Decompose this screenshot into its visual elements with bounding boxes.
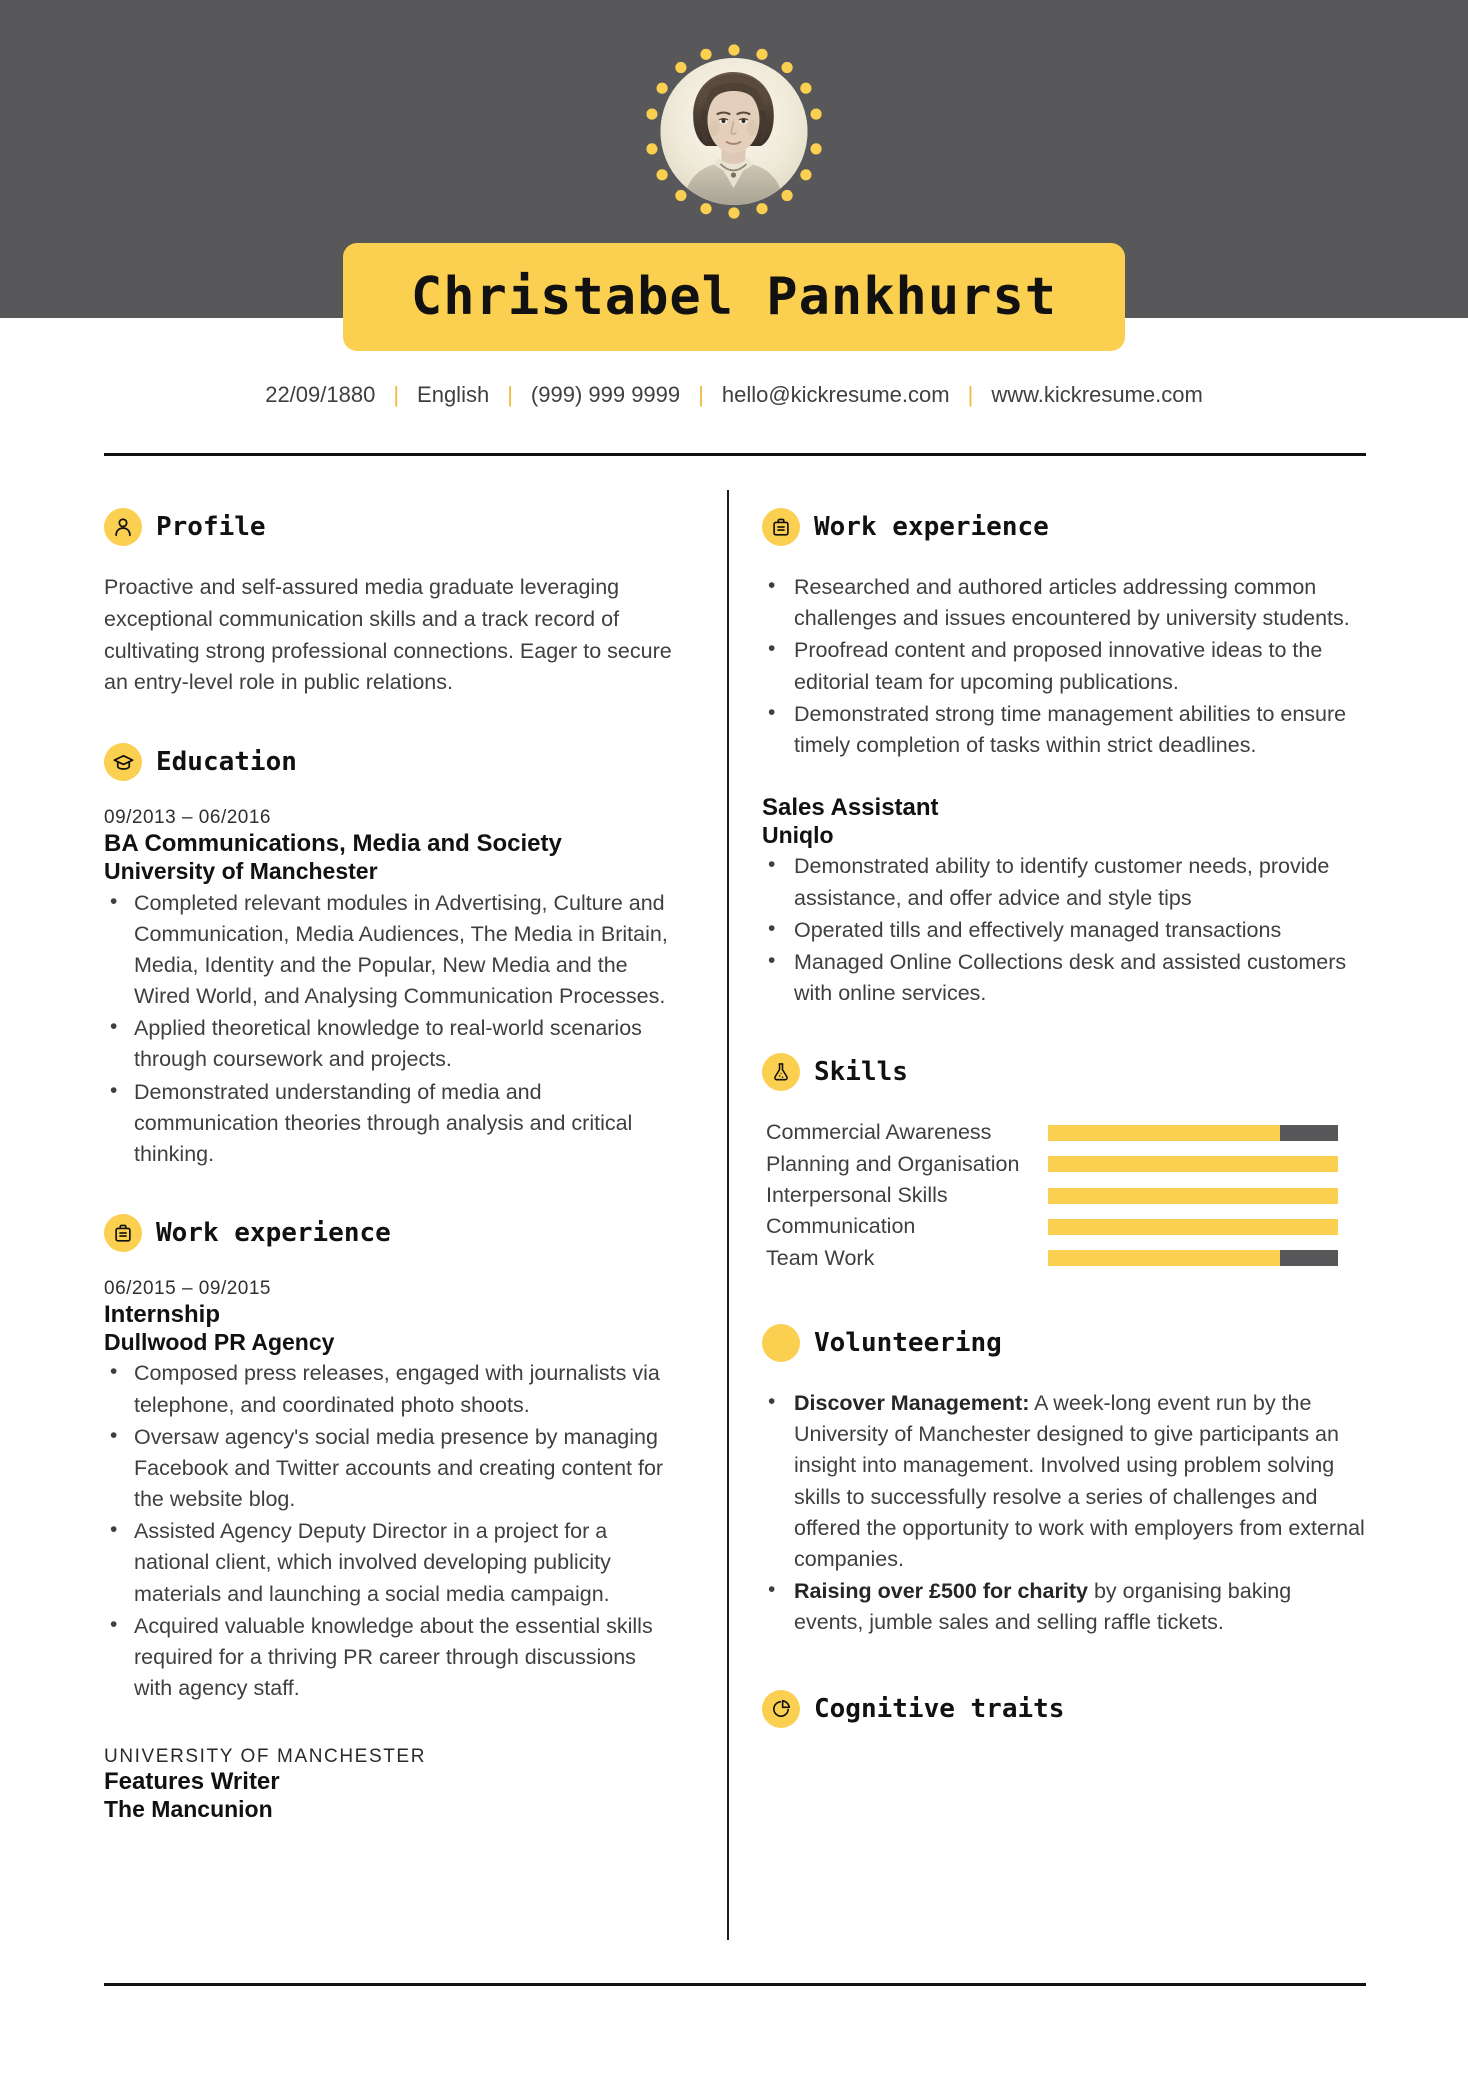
skill-row (766, 1243, 1366, 1274)
skill-bar-cell (1048, 1243, 1366, 1274)
skill-bar-cell (1048, 1149, 1366, 1180)
skill-bar-cell (1048, 1211, 1366, 1242)
work-entry (104, 1746, 674, 1822)
right-column (762, 508, 1366, 1772)
work-position: Sales Assistant (762, 794, 939, 822)
cognitive-traits-section-header (762, 1690, 1366, 1728)
volunteering-text: A week-long event run by the University of Manchester designed to give participants an insight into management. Involved using problem solving skills to successfully resolve a series of challenges and offered the opportunity to work with employers from external companies. (794, 1391, 1365, 1571)
skill-label: Team Work (766, 1245, 875, 1270)
avatar (647, 44, 822, 219)
skill-bar-cell (1048, 1180, 1366, 1211)
contact-separator: | (507, 382, 513, 407)
contact-website[interactable]: www.kickresume.com (991, 382, 1203, 407)
work-experience-section-title: Work experience (814, 512, 1049, 542)
skill-label: Planning and Organisation (766, 1151, 1020, 1176)
education-entry (104, 807, 674, 1170)
volunteering-lead: Raising over £500 for charity (794, 1579, 1088, 1604)
footer-divider-rule (104, 1983, 1366, 1986)
list-item: • Demonstrated ability to identify customer needs, provide assistance, and offer advice and style tips (762, 851, 1366, 913)
skill-bar-cell (1048, 1117, 1366, 1148)
volunteering-bullets (762, 1388, 1366, 1638)
skill-bar-fill (1048, 1188, 1338, 1204)
list-item: • Demonstrated strong time management abilities to ensure timely completion of tasks within strict deadlines. (762, 699, 1366, 761)
list-item: • Applied theoretical knowledge to real-world scenarios through coursework and projects. (104, 1013, 674, 1075)
list-item: • Acquired valuable knowledge about the essential skills required for a thriving PR career through discussions with agency staff. (104, 1611, 674, 1705)
work-bullets (104, 1358, 674, 1704)
skill-label: Interpersonal Skills (766, 1182, 948, 1207)
list-item: • Operated tills and effectively managed transactions (762, 915, 1366, 946)
section-education (104, 743, 674, 1170)
section-cognitive-traits (762, 1690, 1366, 1728)
list-item: • Managed Online Collections desk and assisted customers with online services. (762, 947, 1366, 1009)
work-entry (762, 795, 1366, 1009)
header-divider-rule (104, 453, 1366, 456)
skills-section-header (762, 1053, 1366, 1091)
section-work-experience-right (762, 508, 1366, 1009)
name-banner (343, 243, 1125, 351)
section-skills (762, 1053, 1366, 1274)
skills-list (762, 1117, 1366, 1274)
work-position: Features Writer (104, 1768, 280, 1796)
list-item (762, 1576, 1366, 1638)
work-experience-section-header (104, 1214, 674, 1252)
work-company: The Mancunion (104, 1796, 273, 1823)
work-university: UNIVERSITY OF MANCHESTER (104, 1746, 427, 1768)
list-item: • Oversaw agency's social media presence by managing Facebook and Twitter accounts and creating content for the website blog. (104, 1422, 674, 1516)
section-volunteering (762, 1324, 1366, 1638)
education-degree: BA Communications, Media and Society (104, 830, 562, 858)
contact-separator: | (393, 382, 400, 407)
skill-bar-fill (1048, 1219, 1338, 1235)
contact-email[interactable]: hello@kickresume.com (721, 382, 950, 407)
column-divider (727, 490, 729, 1940)
list-item: • Completed relevant modules in Advertising, Culture and Communication, Media Audiences, The Media in Britain, Media, Identity and the Popular, New Media and the Wired World, and Analysing Communication Processes. (104, 888, 674, 1013)
volunteering-section-title: Volunteering (814, 1328, 1002, 1359)
education-section-title: Education (156, 747, 297, 778)
skill-bar-fill (1048, 1156, 1338, 1172)
skill-bar (1048, 1219, 1338, 1235)
skill-bar (1048, 1250, 1338, 1266)
skill-bar (1048, 1188, 1338, 1204)
skill-row (766, 1149, 1366, 1180)
pie-chart-icon (762, 1690, 800, 1728)
skill-bar (1048, 1125, 1338, 1141)
work-experience-section-title: Work experience (156, 1218, 391, 1249)
briefcase-icon (104, 1214, 142, 1252)
contact-separator: | (698, 382, 704, 407)
skill-row (766, 1180, 1366, 1211)
work-lead-bullets (762, 572, 1366, 761)
list-item: • Assisted Agency Deputy Director in a project for a national client, which involved developing publicity materials and launching a social media campaign. (104, 1516, 674, 1610)
work-company: Uniqlo (762, 821, 834, 848)
contact-birthdate: 22/09/1880 (265, 382, 376, 407)
work-experience-section-header (762, 508, 1366, 546)
contact-language: English (417, 382, 490, 407)
volunteering-text: by organising baking events, jumble sales and selling raffle tickets. (794, 1579, 1292, 1635)
contact-phone[interactable]: (999) 999 9999 (530, 382, 681, 407)
contact-row (104, 382, 1364, 408)
work-bullets (762, 851, 1366, 1009)
work-company: Dullwood PR Agency (104, 1328, 335, 1355)
left-column (104, 508, 674, 1867)
list-item: • Demonstrated understanding of media and communication theories through analysis and critical thinking. (104, 1077, 674, 1171)
list-item (762, 1388, 1366, 1575)
work-position: Internship (104, 1301, 221, 1329)
portrait-photo (661, 58, 808, 205)
circle-icon (762, 1324, 800, 1362)
profile-text: Proactive and self-assured media graduate leveraging exceptional communication skills and a track record of cultivating strong professional connections. Eager to secure an entry-level role in public relations. (104, 575, 672, 695)
contact-separator: | (967, 382, 974, 407)
page-title: Christabel Pankhurst (410, 267, 1058, 327)
list-item: • Researched and authored articles addressing common challenges and issues encountered by university students. (762, 572, 1366, 634)
skill-bar (1048, 1156, 1338, 1172)
cognitive-traits-section-title: Cognitive traits (814, 1694, 1065, 1725)
skill-label: Communication (766, 1214, 916, 1239)
section-profile (104, 508, 674, 699)
work-dates: 06/2015 – 09/2015 (104, 1278, 271, 1300)
volunteering-lead: Discover Management: (794, 1391, 1030, 1416)
profile-section-title: Profile (156, 512, 266, 542)
briefcase-icon (762, 508, 800, 546)
skill-row (766, 1117, 1366, 1148)
skill-bar-fill (1048, 1250, 1280, 1266)
volunteering-section-header (762, 1324, 1366, 1362)
work-entry (104, 1278, 674, 1704)
skill-label: Commercial Awareness (766, 1120, 992, 1145)
skills-section-title: Skills (814, 1057, 908, 1088)
list-item: • Proofread content and proposed innovative ideas to the editorial team for upcoming publications. (762, 635, 1366, 697)
section-work-experience-left (104, 1214, 674, 1823)
list-item: • Composed press releases, engaged with journalists via telephone, and coordinated photo shoots. (104, 1358, 674, 1420)
education-section-header (104, 743, 674, 781)
flask-icon (762, 1053, 800, 1091)
person-icon (104, 508, 142, 546)
graduation-cap-icon (104, 743, 142, 781)
education-dates: 09/2013 – 06/2016 (104, 807, 271, 829)
profile-section-header (104, 508, 674, 546)
education-institution: University of Manchester (104, 858, 378, 885)
education-bullets (104, 888, 674, 1171)
skill-row (766, 1211, 1366, 1242)
skill-bar-fill (1048, 1125, 1280, 1141)
